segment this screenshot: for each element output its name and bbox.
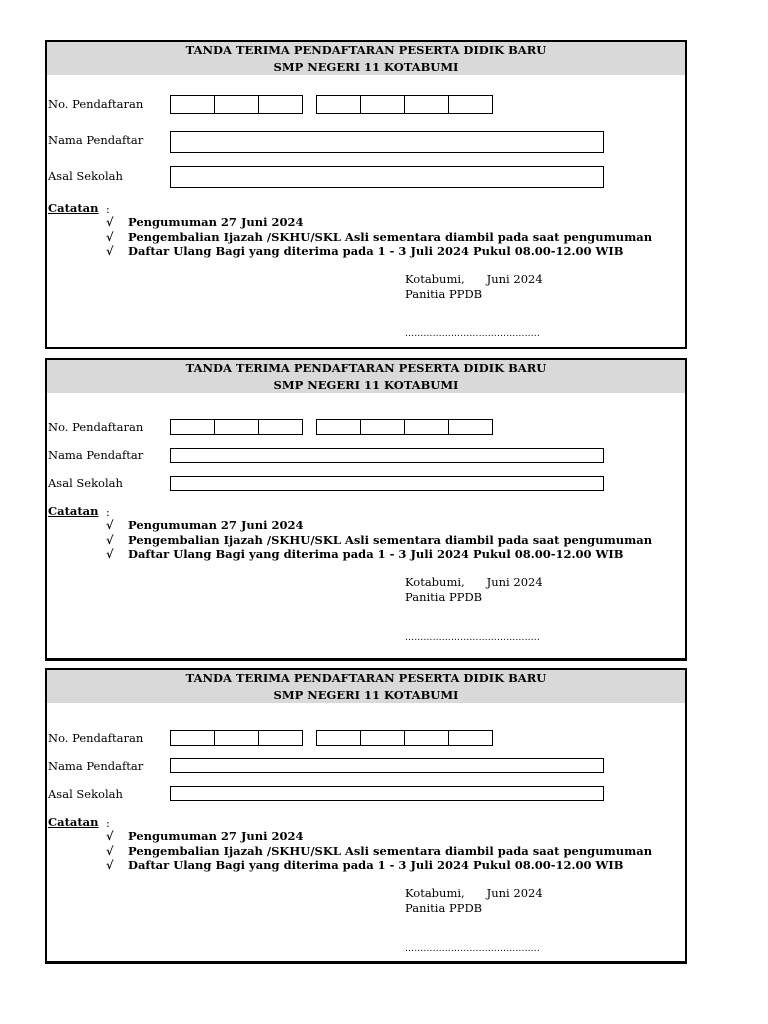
digit-box[interactable] (404, 95, 449, 114)
check-icon: √ (106, 547, 114, 561)
note-item: √ Pengembalian Ijazah /SKHU/SKL Asli sementara diambil pada saat pengumuman (106, 844, 653, 858)
origin-school-label: Asal Sekolah (48, 169, 123, 183)
digit-box[interactable] (170, 730, 215, 746)
origin-school-label: Asal Sekolah (48, 476, 123, 490)
receipt-header (47, 360, 685, 393)
receipt-slip-3 (45, 668, 687, 964)
receipt-header (47, 42, 685, 75)
digit-box[interactable] (360, 419, 405, 435)
committee-name: Panitia PPDB (405, 590, 483, 604)
digit-box[interactable] (448, 419, 493, 435)
school-name: SMP NEGERI 11 KOTABUMI (273, 688, 459, 702)
digit-box[interactable] (316, 730, 361, 746)
note-item: √ Pengumuman 27 Juni 2024 (106, 518, 304, 532)
digit-box[interactable] (404, 730, 449, 746)
digit-box[interactable] (316, 95, 361, 114)
digit-box[interactable] (316, 419, 361, 435)
note-item: √ Daftar Ulang Bagi yang diterima pada 1 - 3 Juli 2024 Pukul 08.00-12.00 WIB (106, 858, 624, 872)
notes-colon: : (106, 506, 110, 519)
digit-box[interactable] (214, 730, 259, 746)
notes-colon: : (106, 817, 110, 830)
receipt-header (47, 670, 685, 703)
note-item: √ Daftar Ulang Bagi yang diterima pada 1 - 3 Juli 2024 Pukul 08.00-12.00 WIB (106, 244, 624, 258)
digit-box[interactable] (170, 419, 215, 435)
digit-box[interactable] (214, 95, 259, 114)
committee-name: Panitia PPDB (405, 287, 483, 301)
registration-number-boxes-group-1[interactable] (170, 419, 303, 435)
receipt-slip-2 (45, 358, 687, 661)
check-icon: √ (106, 829, 114, 843)
notes-label: Catatan (48, 504, 99, 518)
applicant-name-label: Nama Pendaftar (48, 448, 144, 462)
digit-box[interactable] (258, 95, 303, 114)
receipt-title: TANDA TERIMA PENDAFTARAN PESERTA DIDIK BARU (185, 361, 547, 375)
check-icon: √ (106, 518, 114, 532)
digit-box[interactable] (448, 95, 493, 114)
check-icon: √ (106, 244, 114, 258)
applicant-name-field[interactable] (170, 758, 604, 773)
place-date: Kotabumi, Juni 2024 (405, 272, 543, 286)
notes-label: Catatan (48, 201, 99, 215)
note-item: √ Daftar Ulang Bagi yang diterima pada 1 - 3 Juli 2024 Pukul 08.00-12.00 WIB (106, 547, 624, 561)
digit-box[interactable] (214, 419, 259, 435)
digit-box[interactable] (258, 730, 303, 746)
school-name: SMP NEGERI 11 KOTABUMI (273, 60, 459, 74)
digit-box[interactable] (360, 95, 405, 114)
check-icon: √ (106, 533, 114, 547)
registration-number-boxes-group-2[interactable] (316, 95, 493, 114)
registration-number-label: No. Pendaftaran (48, 97, 144, 111)
applicant-name-label: Nama Pendaftar (48, 759, 144, 773)
registration-number-label: No. Pendaftaran (48, 420, 144, 434)
place-date: Kotabumi, Juni 2024 (405, 575, 543, 589)
check-icon: √ (106, 215, 114, 229)
applicant-name-label: Nama Pendaftar (48, 133, 144, 147)
registration-number-boxes-group-2[interactable] (316, 730, 493, 746)
origin-school-field[interactable] (170, 166, 604, 188)
registration-number-boxes-group-1[interactable] (170, 95, 303, 114)
check-icon: √ (106, 230, 114, 244)
note-item: √ Pengumuman 27 Juni 2024 (106, 215, 304, 229)
digit-box[interactable] (258, 419, 303, 435)
notes-colon: : (106, 203, 110, 216)
school-name: SMP NEGERI 11 KOTABUMI (273, 378, 459, 392)
digit-box[interactable] (448, 730, 493, 746)
registration-number-label: No. Pendaftaran (48, 731, 144, 745)
receipt-title: TANDA TERIMA PENDAFTARAN PESERTA DIDIK BARU (185, 671, 547, 685)
notes-label: Catatan (48, 815, 99, 829)
digit-box[interactable] (404, 419, 449, 435)
origin-school-label: Asal Sekolah (48, 787, 123, 801)
digit-box[interactable] (170, 95, 215, 114)
signature-line: …………………………………….. (405, 944, 540, 954)
note-item: √ Pengumuman 27 Juni 2024 (106, 829, 304, 843)
signature-line: …………………………………….. (405, 633, 540, 643)
place-date: Kotabumi, Juni 2024 (405, 886, 543, 900)
applicant-name-field[interactable] (170, 448, 604, 463)
registration-number-boxes-group-1[interactable] (170, 730, 303, 746)
registration-number-boxes-group-2[interactable] (316, 419, 493, 435)
receipt-slip-1 (45, 40, 687, 349)
note-item: √ Pengembalian Ijazah /SKHU/SKL Asli sementara diambil pada saat pengumuman (106, 533, 653, 547)
digit-box[interactable] (360, 730, 405, 746)
receipt-title: TANDA TERIMA PENDAFTARAN PESERTA DIDIK BARU (185, 43, 547, 57)
applicant-name-field[interactable] (170, 131, 604, 153)
committee-name: Panitia PPDB (405, 901, 483, 915)
note-item: √ Pengembalian Ijazah /SKHU/SKL Asli sementara diambil pada saat pengumuman (106, 230, 653, 244)
origin-school-field[interactable] (170, 786, 604, 801)
origin-school-field[interactable] (170, 476, 604, 491)
signature-line: …………………………………….. (405, 329, 540, 339)
check-icon: √ (106, 844, 114, 858)
check-icon: √ (106, 858, 114, 872)
